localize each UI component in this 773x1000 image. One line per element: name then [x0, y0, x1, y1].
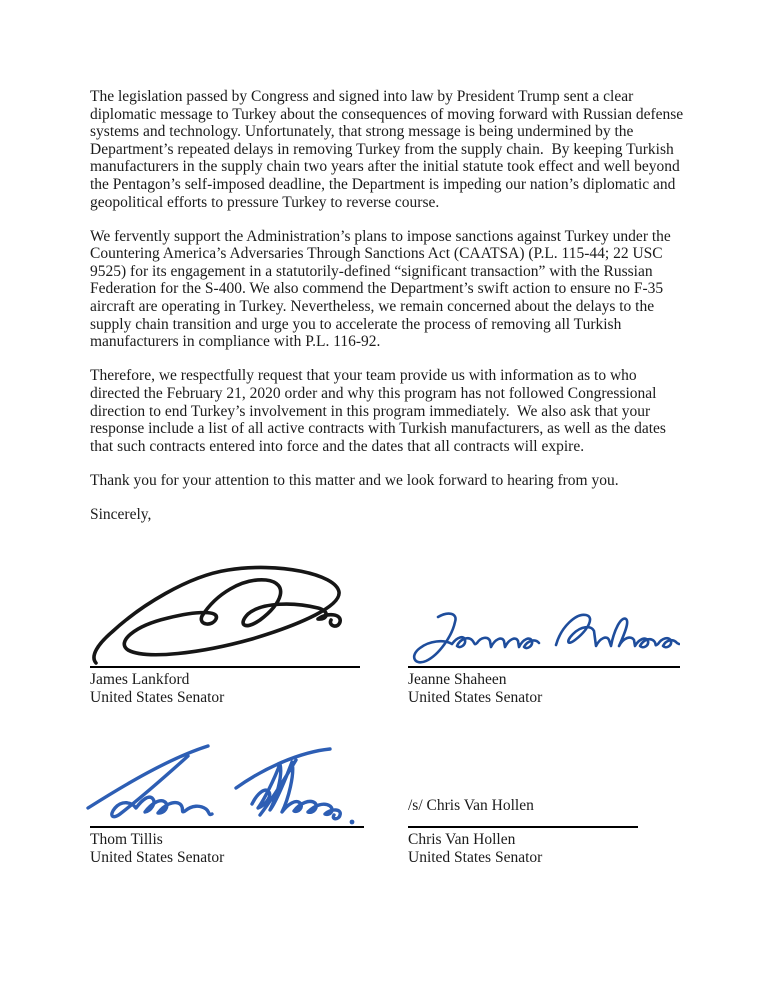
tillis-signature-stroke: [88, 746, 340, 819]
signature-row-2: [90, 742, 688, 867]
van-hollen-signature-area: [408, 742, 688, 826]
tillis-signature-area: [90, 742, 408, 826]
signer-title: United States Senator: [90, 689, 225, 706]
signer-name: Thom Tillis: [90, 831, 163, 848]
signature-block-lankford: [90, 556, 408, 707]
signature-block-van-hollen: [408, 742, 688, 867]
lankford-signature-area: [90, 556, 408, 666]
tillis-signature-dot: [350, 820, 355, 825]
van-hollen-typed-signature: /s/ Chris Van Hollen: [408, 797, 534, 814]
lankford-signature-stroke: [94, 567, 340, 663]
tillis-signature-icon: [86, 742, 368, 828]
paragraph-2: We fervently support the Administration’s plans to impose sanctions against Turkey under the Countering America’s Adversaries Through Sanctions Act (CAATSA) (P.L. 115-44; 22 USC 9525) for its engagement in a statutorily-defined “significant transaction” with the Russian Federation for the S-400. We also commend the Department’s swift action to ensure no F-35 aircraft are operating in Turkey. Nevertheless, we remain concerned about the delays to the supply chain transition and urge you to accelerate the process of removing all Turkish manufacturers in compliance with P.L. 116-92.: [90, 227, 675, 351]
signature-line: [408, 666, 680, 668]
valediction: Sincerely,: [90, 505, 152, 523]
paragraph-1: The legislation passed by Congress and signed into law by President Trump sent a clear diplomatic message to Turkey about the consequences of moving forward with Russian defense systems and technology. Unfortunately, that strong message is being undermined by the Department’s repeated delays in removing Turkey from the supply chain. By keeping Turkish manufacturers in the supply chain two years after the initial statute took effect and well beyond the Pentagon’s self-imposed deadline, the Department is impeding our nation’s diplomatic and geopolitical efforts to pressure Turkey to reverse course.: [90, 88, 688, 211]
paragraph-3: Therefore, we respectfully request that your team provide us with information as to who directed the February 21, 2020 order and why this program has not followed Congressional direction to end Turkey’s involvement in this program immediately. We also ask that your response include a list of all active contracts with Turkish manufacturers, as well as the dates that such contracts entered into force and the dates that all contracts will expire.: [90, 367, 670, 455]
shaheen-signature-icon: [408, 610, 680, 664]
signer-title: United States Senator: [408, 849, 543, 866]
shaheen-signature-stroke: [414, 614, 679, 663]
letter-body: [90, 88, 688, 540]
signer-title: United States Senator: [90, 849, 225, 866]
signer-name: Jeanne Shaheen: [408, 671, 507, 688]
signer-title: United States Senator: [408, 689, 543, 706]
signature-block-shaheen: [408, 556, 688, 707]
shaheen-signature-area: [408, 556, 688, 666]
signature-row-1: [90, 556, 688, 707]
lankford-signature-icon: [88, 562, 350, 666]
signature-line: [90, 666, 360, 668]
signature-block-tillis: [90, 742, 408, 867]
signer-name: James Lankford: [90, 671, 190, 688]
closing-thanks: Thank you for your attention to this matter and we look forward to hearing from you.: [90, 471, 619, 489]
signer-name: Chris Van Hollen: [408, 831, 516, 848]
signature-line: [408, 826, 638, 828]
